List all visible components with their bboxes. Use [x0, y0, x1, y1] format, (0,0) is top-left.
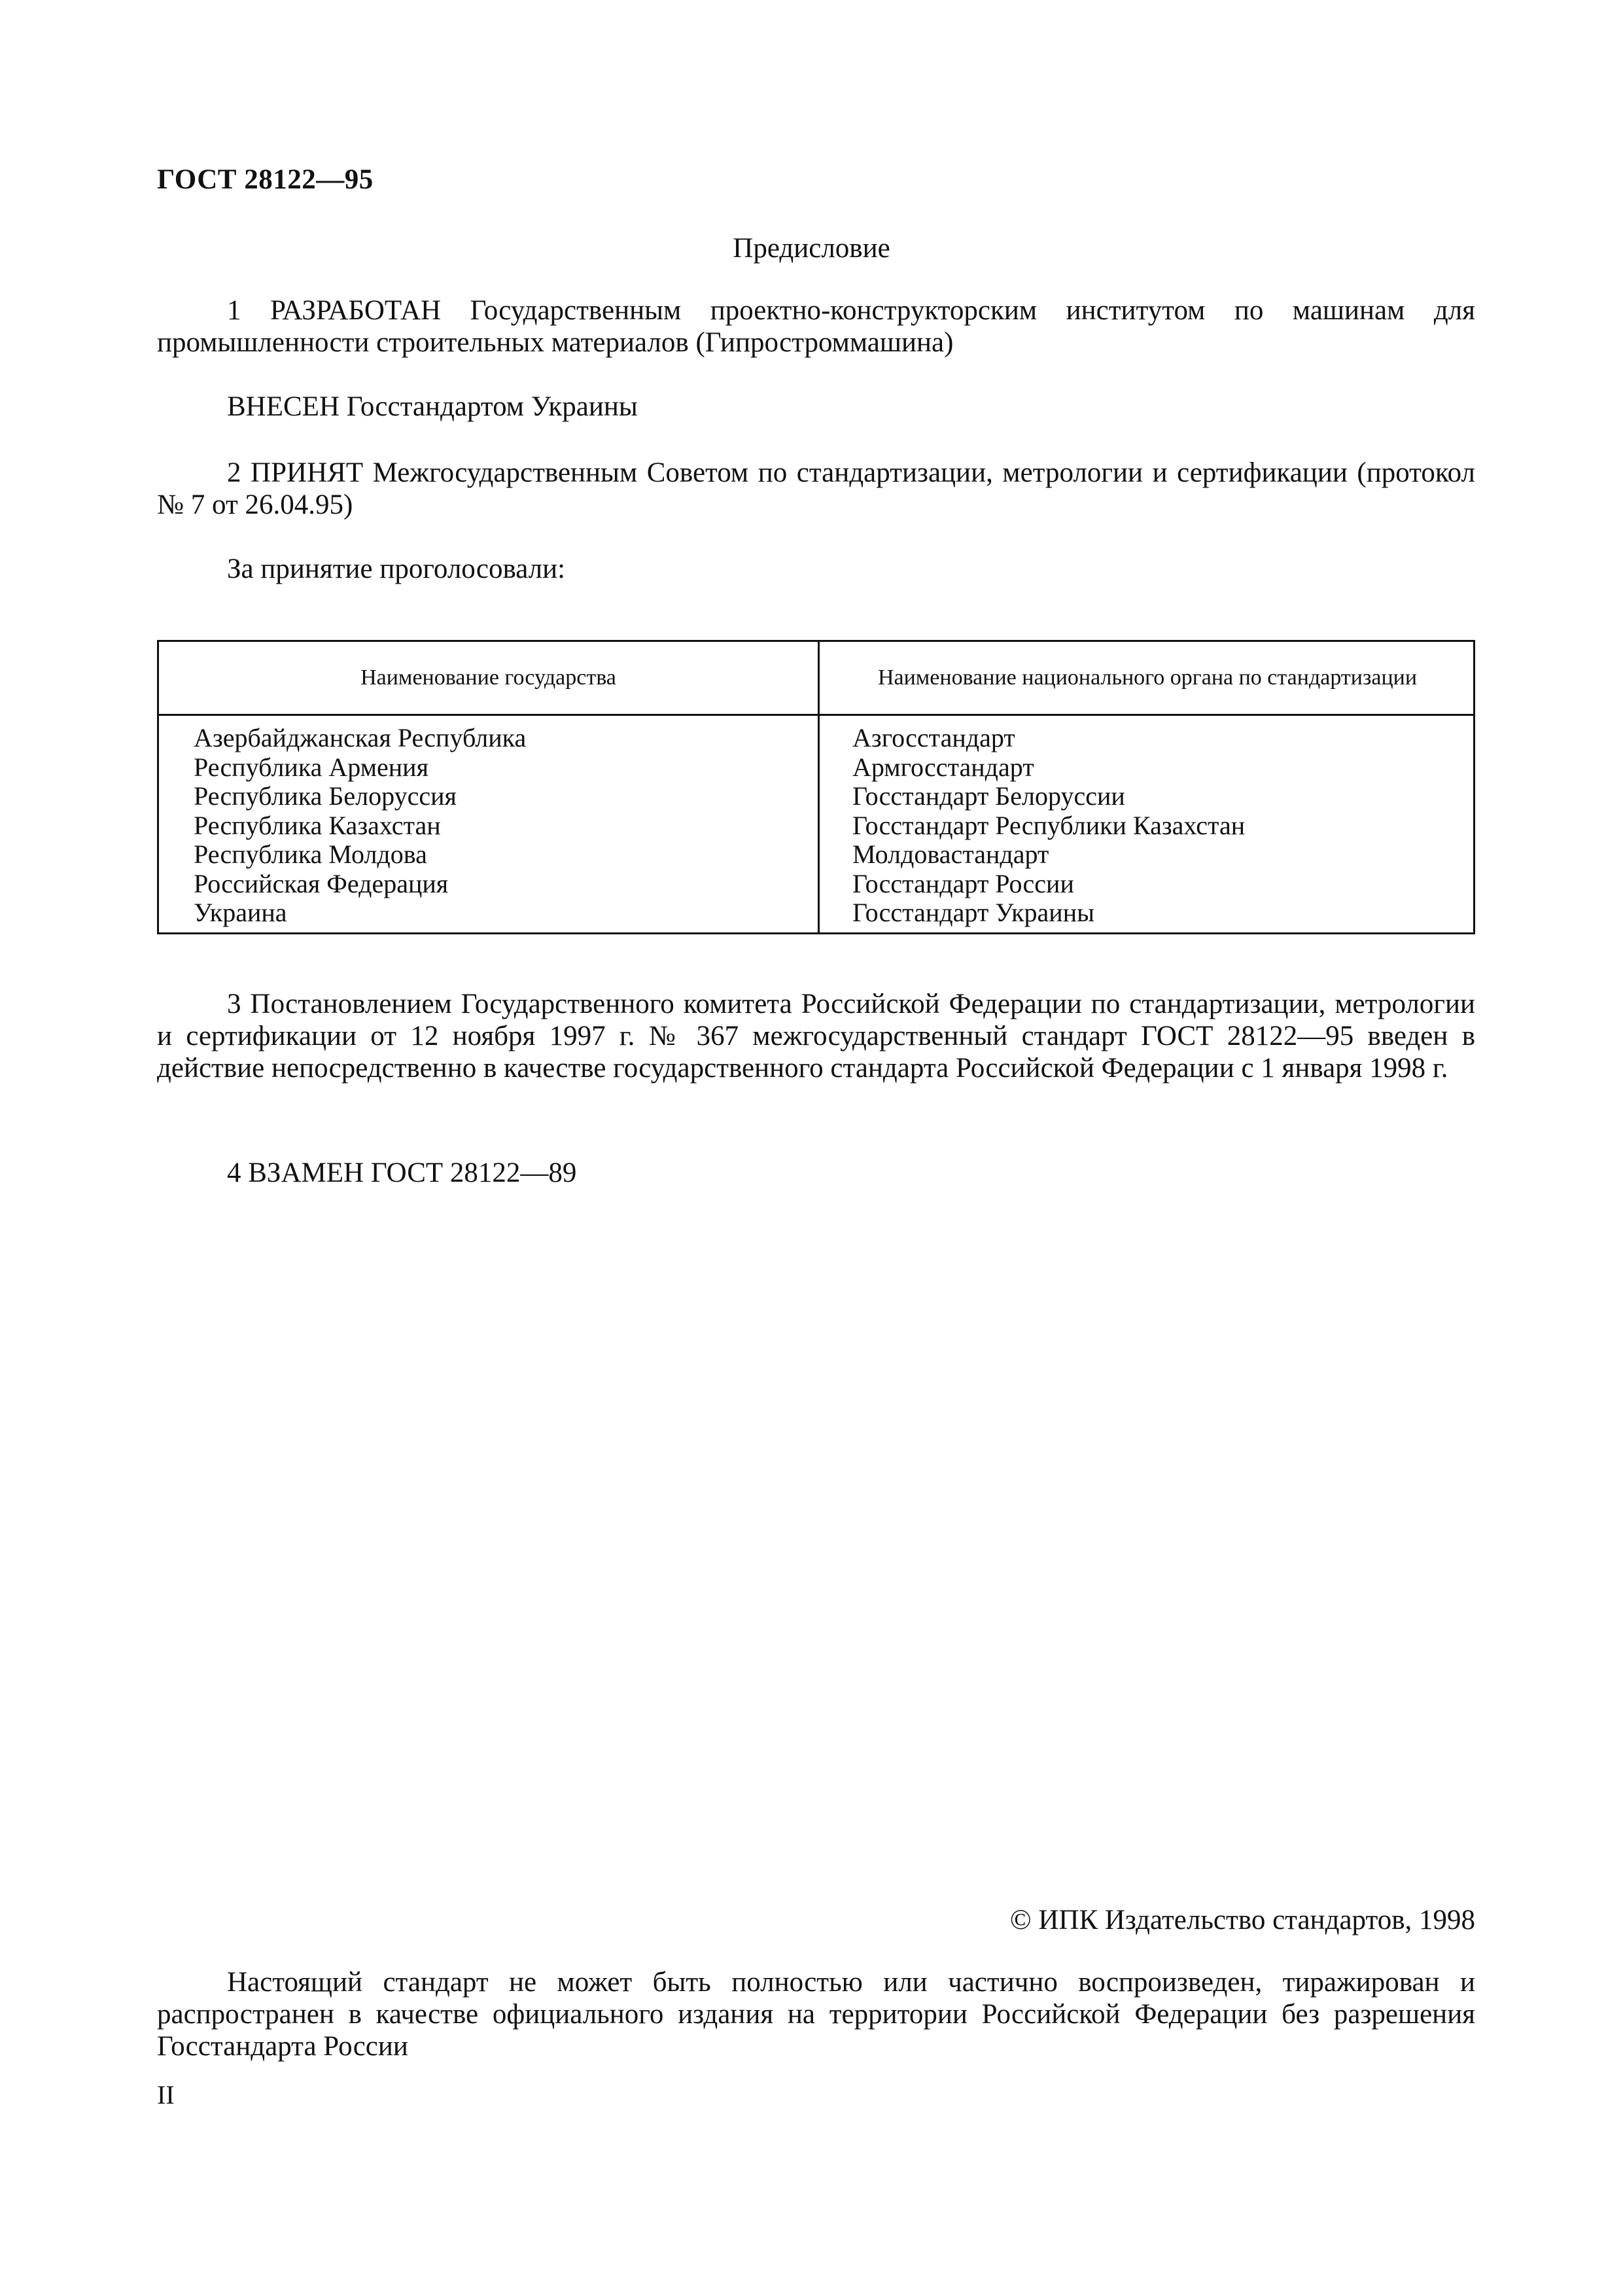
- section-title: Предисловие: [733, 233, 890, 264]
- table-header-state: Наименование государства: [360, 665, 616, 690]
- paragraph-developed-by: 1 РАЗРАБОТАН Государственным проектно-конструкторским институтом по машинам для промышленности строительных материалов (Гипростроммашина): [157, 295, 1475, 358]
- paragraph-adopted-by: 2 ПРИНЯТ Межгосударственным Советом по стандартизации, метрологии и сертификации (протокол № 7 от 26.04.95): [157, 457, 1475, 520]
- table-cell-body: Азгосстандарт: [852, 723, 1015, 752]
- table-cell-body: Госстандарт Белоруссии: [852, 781, 1125, 811]
- table-cell-body: Армгосстандарт: [852, 752, 1034, 782]
- copyright-line: © ИПК Издательство стандартов, 1998: [1009, 1905, 1475, 1935]
- table-cell-state: Республика Армения: [194, 752, 428, 782]
- reproduction-notice: Настоящий стандарт не может быть полностью или частично воспроизведен, тиражирован и распространен в качестве официального издания на территории Российской Федерации без разрешения Госстандарта России: [157, 1967, 1475, 2062]
- table-cell-state: Украина: [194, 898, 287, 927]
- table-cell-state: Российская Федерация: [194, 868, 449, 898]
- table-cell-body: Госстандарт России: [852, 868, 1074, 898]
- table-cell-state: Республика Белоруссия: [194, 781, 457, 811]
- table-header-divider: [159, 714, 1473, 716]
- table-cell-state: Республика Молдова: [194, 839, 427, 869]
- paragraph-voted-for: За принятие проголосовали:: [227, 554, 566, 584]
- table-cell-state: Азербайджанская Республика: [194, 723, 527, 752]
- standard-code: ГОСТ 28122—95: [157, 164, 374, 195]
- table-cell-body: Госстандарт Республики Казахстан: [852, 810, 1246, 840]
- table-column-national-bodies: [852, 724, 1245, 928]
- page-number: II: [157, 2080, 175, 2110]
- table-cell-state: Республика Казахстан: [194, 810, 441, 840]
- paragraph-replaces: 4 ВЗАМЕН ГОСТ 28122—89: [227, 1157, 577, 1188]
- table-column-states: [194, 724, 526, 928]
- paragraph-resolution: 3 Постановлением Государственного комитета Российской Федерации по стандартизации, метрологии и сертификации от 12 ноября 1997 г. № 367 межгосударственный стандарт ГОСТ 28122—95 введен в действие непосредственно в качестве государственного стандарта Российской Федерации с 1 января 1998 г.: [157, 989, 1475, 1084]
- voting-table: [157, 640, 1475, 934]
- table-header-national-body: Наименование национального органа по стандартизации: [877, 665, 1418, 690]
- paragraph-introduced-by: ВНЕСЕН Госстандартом Украины: [227, 391, 638, 422]
- table-cell-body: Госстандарт Украины: [852, 898, 1094, 927]
- table-cell-body: Молдовастандарт: [852, 839, 1049, 869]
